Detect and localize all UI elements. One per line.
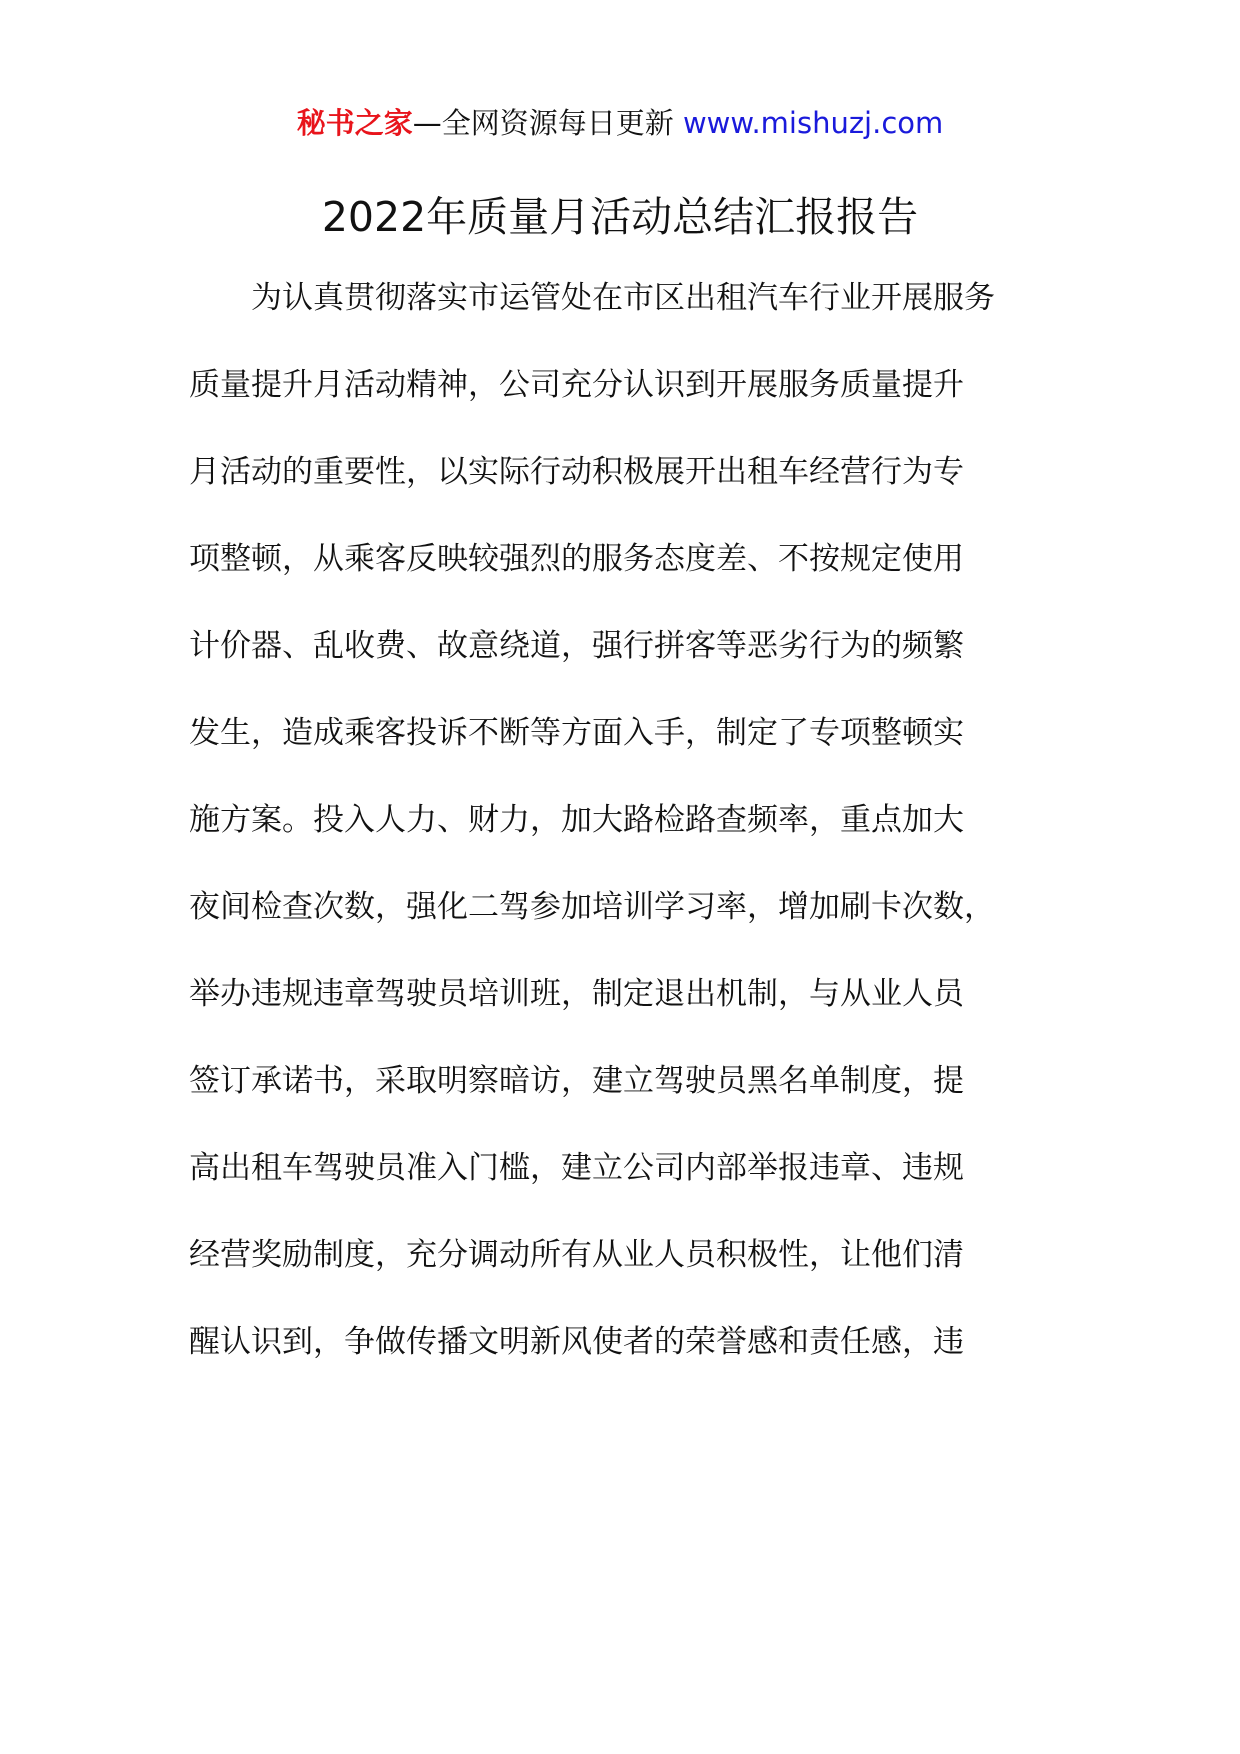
body-line: 月活动的重要性，以实际行动积极展开出租车经营行为专	[189, 454, 964, 490]
body-line: 举办违规违章驾驶员培训班，制定退出机制，与从业人员	[189, 976, 964, 1012]
header-tagline: —全网资源每日更新	[412, 106, 674, 140]
body-line: 醒认识到，争做传播文明新风使者的荣誉感和责任感，违	[189, 1324, 964, 1360]
brand-name: 秘书之家	[296, 106, 413, 140]
body-line: 计价器、乱收费、故意绕道，强行拼客等恶劣行为的频繁	[189, 628, 964, 664]
document-title: 2022年质量月活动总结汇报报告	[321, 193, 919, 241]
body-line: 高出租车驾驶员准入门槛，建立公司内部举报违章、违规	[189, 1150, 964, 1186]
body-line: 施方案。投入人力、财力，加大路检路查频率，重点加大	[189, 802, 964, 838]
body-line: 经营奖励制度，充分调动所有从业人员积极性，让他们清	[189, 1237, 964, 1273]
body-line: 质量提升月活动精神，公司充分认识到开展服务质量提升	[189, 367, 964, 403]
body-line: 发生，造成乘客投诉不断等方面入手，制定了专项整顿实	[189, 715, 964, 751]
body-line: 项整顿，从乘客反映较强烈的服务态度差、不按规定使用	[189, 541, 964, 577]
body-line: 签订承诺书，采取明察暗访，建立驾驶员黑名单制度，提	[189, 1063, 964, 1099]
body-line: 为认真贯彻落实市运管处在市区出租汽车行业开展服务	[251, 280, 995, 316]
body-line: 夜间检查次数，强化二驾参加培训学习率，增加刷卡次数，	[189, 889, 995, 925]
site-url-link[interactable]: www.mishuzj.com	[682, 106, 944, 140]
